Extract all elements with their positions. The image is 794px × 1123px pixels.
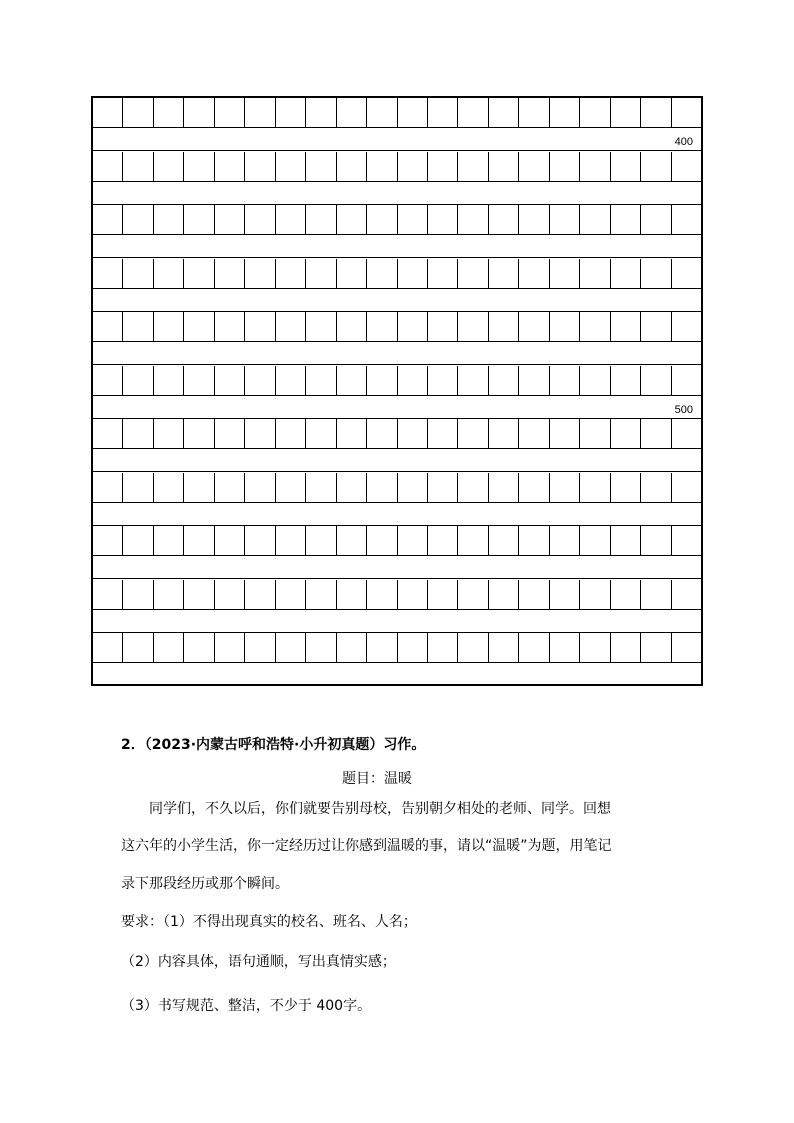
grid-cell (245, 633, 275, 662)
grid-cell (550, 633, 580, 662)
grid-cell (306, 205, 336, 234)
grid-cell (458, 633, 488, 662)
grid-cell (215, 366, 245, 395)
grid-cell (611, 152, 641, 181)
grid-cell (611, 526, 641, 555)
grid-cell (367, 259, 397, 288)
grid-cell (519, 580, 549, 609)
grid-cell (519, 205, 549, 234)
grid-cell (580, 205, 610, 234)
grid-cell (611, 259, 641, 288)
grid-cell (580, 366, 610, 395)
grid-cell (123, 205, 153, 234)
grid-cell (672, 259, 701, 288)
grid-cell (489, 633, 519, 662)
grid-cell (672, 419, 701, 448)
grid-cell (611, 580, 641, 609)
grid-cell (367, 312, 397, 341)
grid-cell (458, 312, 488, 341)
grid-cell (123, 152, 153, 181)
grid-cell (123, 366, 153, 395)
grid-cell (337, 312, 367, 341)
grid-row (93, 580, 701, 610)
grid-cell (184, 312, 214, 341)
grid-cell (184, 580, 214, 609)
grid-cell (458, 419, 488, 448)
grid-cell (276, 98, 306, 127)
grid-cell (245, 98, 275, 127)
grid-cell (641, 312, 671, 341)
grid-cell (580, 152, 610, 181)
grid-cell (337, 580, 367, 609)
grid-cell (611, 633, 641, 662)
grid-cell (245, 580, 275, 609)
grid-cell (580, 312, 610, 341)
grid-cell (184, 473, 214, 502)
grid-cell (672, 580, 701, 609)
grid-cell (550, 312, 580, 341)
grid-gap-row (93, 503, 701, 526)
grid-cell (154, 633, 184, 662)
grid-cell (123, 633, 153, 662)
grid-row (93, 98, 701, 128)
word-count-marker: 400 (674, 136, 693, 148)
grid-cell (337, 633, 367, 662)
grid-cell (93, 312, 123, 341)
grid-cell (580, 473, 610, 502)
grid-cell (550, 473, 580, 502)
grid-cell (123, 98, 153, 127)
grid-cell (550, 526, 580, 555)
grid-cell (215, 205, 245, 234)
question-heading: 2．（2023·内蒙古呼和浩特·小升初真题）习作。 (121, 737, 426, 753)
grid-cell (93, 98, 123, 127)
grid-cell (276, 580, 306, 609)
grid-cell (276, 312, 306, 341)
grid-cell (428, 366, 458, 395)
grid-cell (123, 580, 153, 609)
grid-cell (489, 152, 519, 181)
grid-cell (641, 98, 671, 127)
grid-row (93, 312, 701, 342)
grid-cell (215, 526, 245, 555)
grid-cell (337, 152, 367, 181)
grid-cell (672, 473, 701, 502)
grid-cell (428, 633, 458, 662)
grid-cell (184, 152, 214, 181)
grid-cell (580, 633, 610, 662)
grid-cell (306, 259, 336, 288)
grid-cell (641, 526, 671, 555)
grid-cell (245, 259, 275, 288)
grid-cell (641, 152, 671, 181)
grid-cell (276, 366, 306, 395)
grid-cell (550, 419, 580, 448)
grid-cell (398, 633, 428, 662)
grid-cell (367, 366, 397, 395)
grid-cell (245, 419, 275, 448)
grid-cell (123, 312, 153, 341)
grid-cell (519, 312, 549, 341)
grid-cell (367, 526, 397, 555)
grid-cell (93, 473, 123, 502)
grid-cell (306, 152, 336, 181)
grid-cell (641, 205, 671, 234)
grid-row (93, 259, 701, 289)
grid-cell (458, 98, 488, 127)
grid-cell (123, 259, 153, 288)
grid-cell (276, 152, 306, 181)
grid-cell (215, 259, 245, 288)
grid-cell (672, 152, 701, 181)
grid-cell (611, 312, 641, 341)
grid-cell (398, 98, 428, 127)
grid-cell (611, 419, 641, 448)
grid-cell (337, 98, 367, 127)
grid-cell (550, 259, 580, 288)
grid-cell (580, 419, 610, 448)
grid-cell (337, 366, 367, 395)
requirement-2: （2）内容具体，语句通顺，写出真情实感； (121, 954, 396, 970)
grid-cell (276, 473, 306, 502)
grid-cell (306, 366, 336, 395)
grid-cell (215, 312, 245, 341)
grid-cell (428, 526, 458, 555)
grid-cell (550, 366, 580, 395)
grid-cell (337, 259, 367, 288)
grid-row (93, 473, 701, 503)
grid-cell (550, 152, 580, 181)
grid-row (93, 633, 701, 663)
grid-cell (519, 526, 549, 555)
grid-cell (489, 312, 519, 341)
grid-cell (184, 366, 214, 395)
grid-cell (398, 152, 428, 181)
grid-cell (398, 526, 428, 555)
writing-grid (91, 96, 703, 686)
grid-cell (123, 419, 153, 448)
grid-cell (398, 473, 428, 502)
grid-cell (367, 473, 397, 502)
grid-cell (672, 366, 701, 395)
grid-gap-row (93, 342, 701, 365)
grid-cell (337, 205, 367, 234)
grid-cell (489, 366, 519, 395)
grid-gap-row (93, 128, 701, 151)
grid-cell (154, 312, 184, 341)
grid-gap-row (93, 663, 701, 686)
grid-cell (428, 419, 458, 448)
grid-cell (306, 98, 336, 127)
grid-cell (550, 98, 580, 127)
grid-cell (245, 152, 275, 181)
grid-cell (458, 205, 488, 234)
grid-cell (276, 526, 306, 555)
grid-cell (641, 633, 671, 662)
grid-cell (123, 526, 153, 555)
grid-cell (458, 259, 488, 288)
grid-cell (276, 419, 306, 448)
grid-cell (611, 473, 641, 502)
grid-cell (215, 152, 245, 181)
word-count-marker: 500 (674, 403, 693, 416)
grid-cell (398, 366, 428, 395)
grid-cell (245, 366, 275, 395)
grid-cell (276, 205, 306, 234)
grid-cell (458, 580, 488, 609)
grid-cell (215, 633, 245, 662)
grid-cell (337, 526, 367, 555)
grid-cell (489, 526, 519, 555)
grid-cell (611, 205, 641, 234)
grid-cell (550, 205, 580, 234)
grid-cell (154, 205, 184, 234)
grid-cell (367, 419, 397, 448)
grid-cell (306, 473, 336, 502)
grid-cell (428, 205, 458, 234)
grid-gap-row (93, 610, 701, 633)
grid-cell (519, 473, 549, 502)
grid-cell (519, 366, 549, 395)
grid-cell (337, 419, 367, 448)
grid-cell (580, 580, 610, 609)
grid-cell (215, 419, 245, 448)
grid-cell (489, 259, 519, 288)
grid-cell (489, 419, 519, 448)
grid-cell (428, 580, 458, 609)
grid-cell (184, 259, 214, 288)
grid-cell (641, 259, 671, 288)
grid-row (93, 526, 701, 556)
grid-cell (398, 419, 428, 448)
grid-cell (398, 580, 428, 609)
grid-cell (93, 419, 123, 448)
grid-cell (245, 312, 275, 341)
grid-cell (489, 98, 519, 127)
grid-cell (245, 526, 275, 555)
requirement-3: （3）书写规范、整洁，不少于 400字。 (121, 998, 372, 1014)
grid-cell (245, 473, 275, 502)
grid-cell (489, 205, 519, 234)
grid-cell (672, 526, 701, 555)
prompt-line-1: 同学们，不久以后，你们就要告别母校，告别朝夕相处的老师、同学。回想 (149, 801, 611, 817)
grid-cell (458, 526, 488, 555)
grid-cell (367, 152, 397, 181)
grid-cell (184, 526, 214, 555)
grid-cell (306, 526, 336, 555)
grid-cell (276, 259, 306, 288)
grid-cell (641, 419, 671, 448)
grid-cell (306, 419, 336, 448)
grid-cell (428, 473, 458, 502)
grid-cell (580, 259, 610, 288)
grid-cell (184, 98, 214, 127)
grid-gap-row (93, 396, 701, 419)
grid-cell (428, 98, 458, 127)
grid-gap-row (93, 289, 701, 312)
grid-cell (154, 580, 184, 609)
grid-cell (306, 312, 336, 341)
grid-cell (367, 633, 397, 662)
grid-cell (154, 259, 184, 288)
grid-cell (672, 98, 701, 127)
grid-cell (276, 633, 306, 662)
grid-cell (93, 526, 123, 555)
grid-cell (184, 205, 214, 234)
grid-row (93, 366, 701, 396)
grid-cell (367, 580, 397, 609)
grid-cell (428, 152, 458, 181)
essay-title: 题目：温暖 (342, 771, 412, 787)
grid-cell (428, 259, 458, 288)
grid-cell (641, 580, 671, 609)
grid-cell (519, 633, 549, 662)
grid-cell (93, 259, 123, 288)
grid-cell (215, 98, 245, 127)
grid-cell (611, 98, 641, 127)
grid-cell (641, 366, 671, 395)
grid-cell (93, 633, 123, 662)
grid-cell (580, 98, 610, 127)
grid-cell (93, 152, 123, 181)
grid-cell (215, 473, 245, 502)
grid-cell (398, 259, 428, 288)
grid-cell (458, 473, 488, 502)
grid-cell (154, 366, 184, 395)
grid-cell (550, 580, 580, 609)
grid-cell (398, 312, 428, 341)
grid-cell (184, 419, 214, 448)
grid-cell (337, 473, 367, 502)
grid-cell (611, 366, 641, 395)
grid-cell (245, 205, 275, 234)
grid-cell (367, 205, 397, 234)
grid-cell (367, 98, 397, 127)
grid-cell (215, 580, 245, 609)
grid-cell (184, 633, 214, 662)
grid-gap-row (93, 235, 701, 258)
grid-cell (154, 526, 184, 555)
grid-cell (519, 419, 549, 448)
grid-cell (489, 473, 519, 502)
grid-cell (93, 366, 123, 395)
grid-cell (154, 152, 184, 181)
grid-cell (489, 580, 519, 609)
grid-cell (93, 580, 123, 609)
grid-cell (398, 205, 428, 234)
grid-cell (672, 312, 701, 341)
grid-row (93, 205, 701, 235)
grid-cell (519, 98, 549, 127)
grid-gap-row (93, 556, 701, 579)
grid-gap-row (93, 449, 701, 472)
grid-row (93, 152, 701, 182)
grid-cell (672, 633, 701, 662)
grid-cell (306, 633, 336, 662)
requirement-1: 要求：（1）不得出现真实的校名、班名、人名； (121, 914, 417, 930)
grid-cell (641, 473, 671, 502)
grid-cell (306, 580, 336, 609)
grid-row (93, 419, 701, 449)
grid-cell (519, 152, 549, 181)
prompt-line-3: 录下那段经历或那个瞬间。 (121, 876, 289, 892)
grid-cell (93, 205, 123, 234)
grid-cell (519, 259, 549, 288)
grid-cell (154, 419, 184, 448)
grid-gap-row (93, 182, 701, 205)
grid-cell (580, 526, 610, 555)
prompt-line-2: 这六年的小学生活，你一定经历过让你感到温暖的事，请以“温暖”为题，用笔记 (121, 838, 612, 854)
grid-cell (154, 98, 184, 127)
grid-cell (458, 152, 488, 181)
grid-cell (154, 473, 184, 502)
grid-cell (458, 366, 488, 395)
grid-cell (428, 312, 458, 341)
grid-cell (123, 473, 153, 502)
grid-cell (672, 205, 701, 234)
